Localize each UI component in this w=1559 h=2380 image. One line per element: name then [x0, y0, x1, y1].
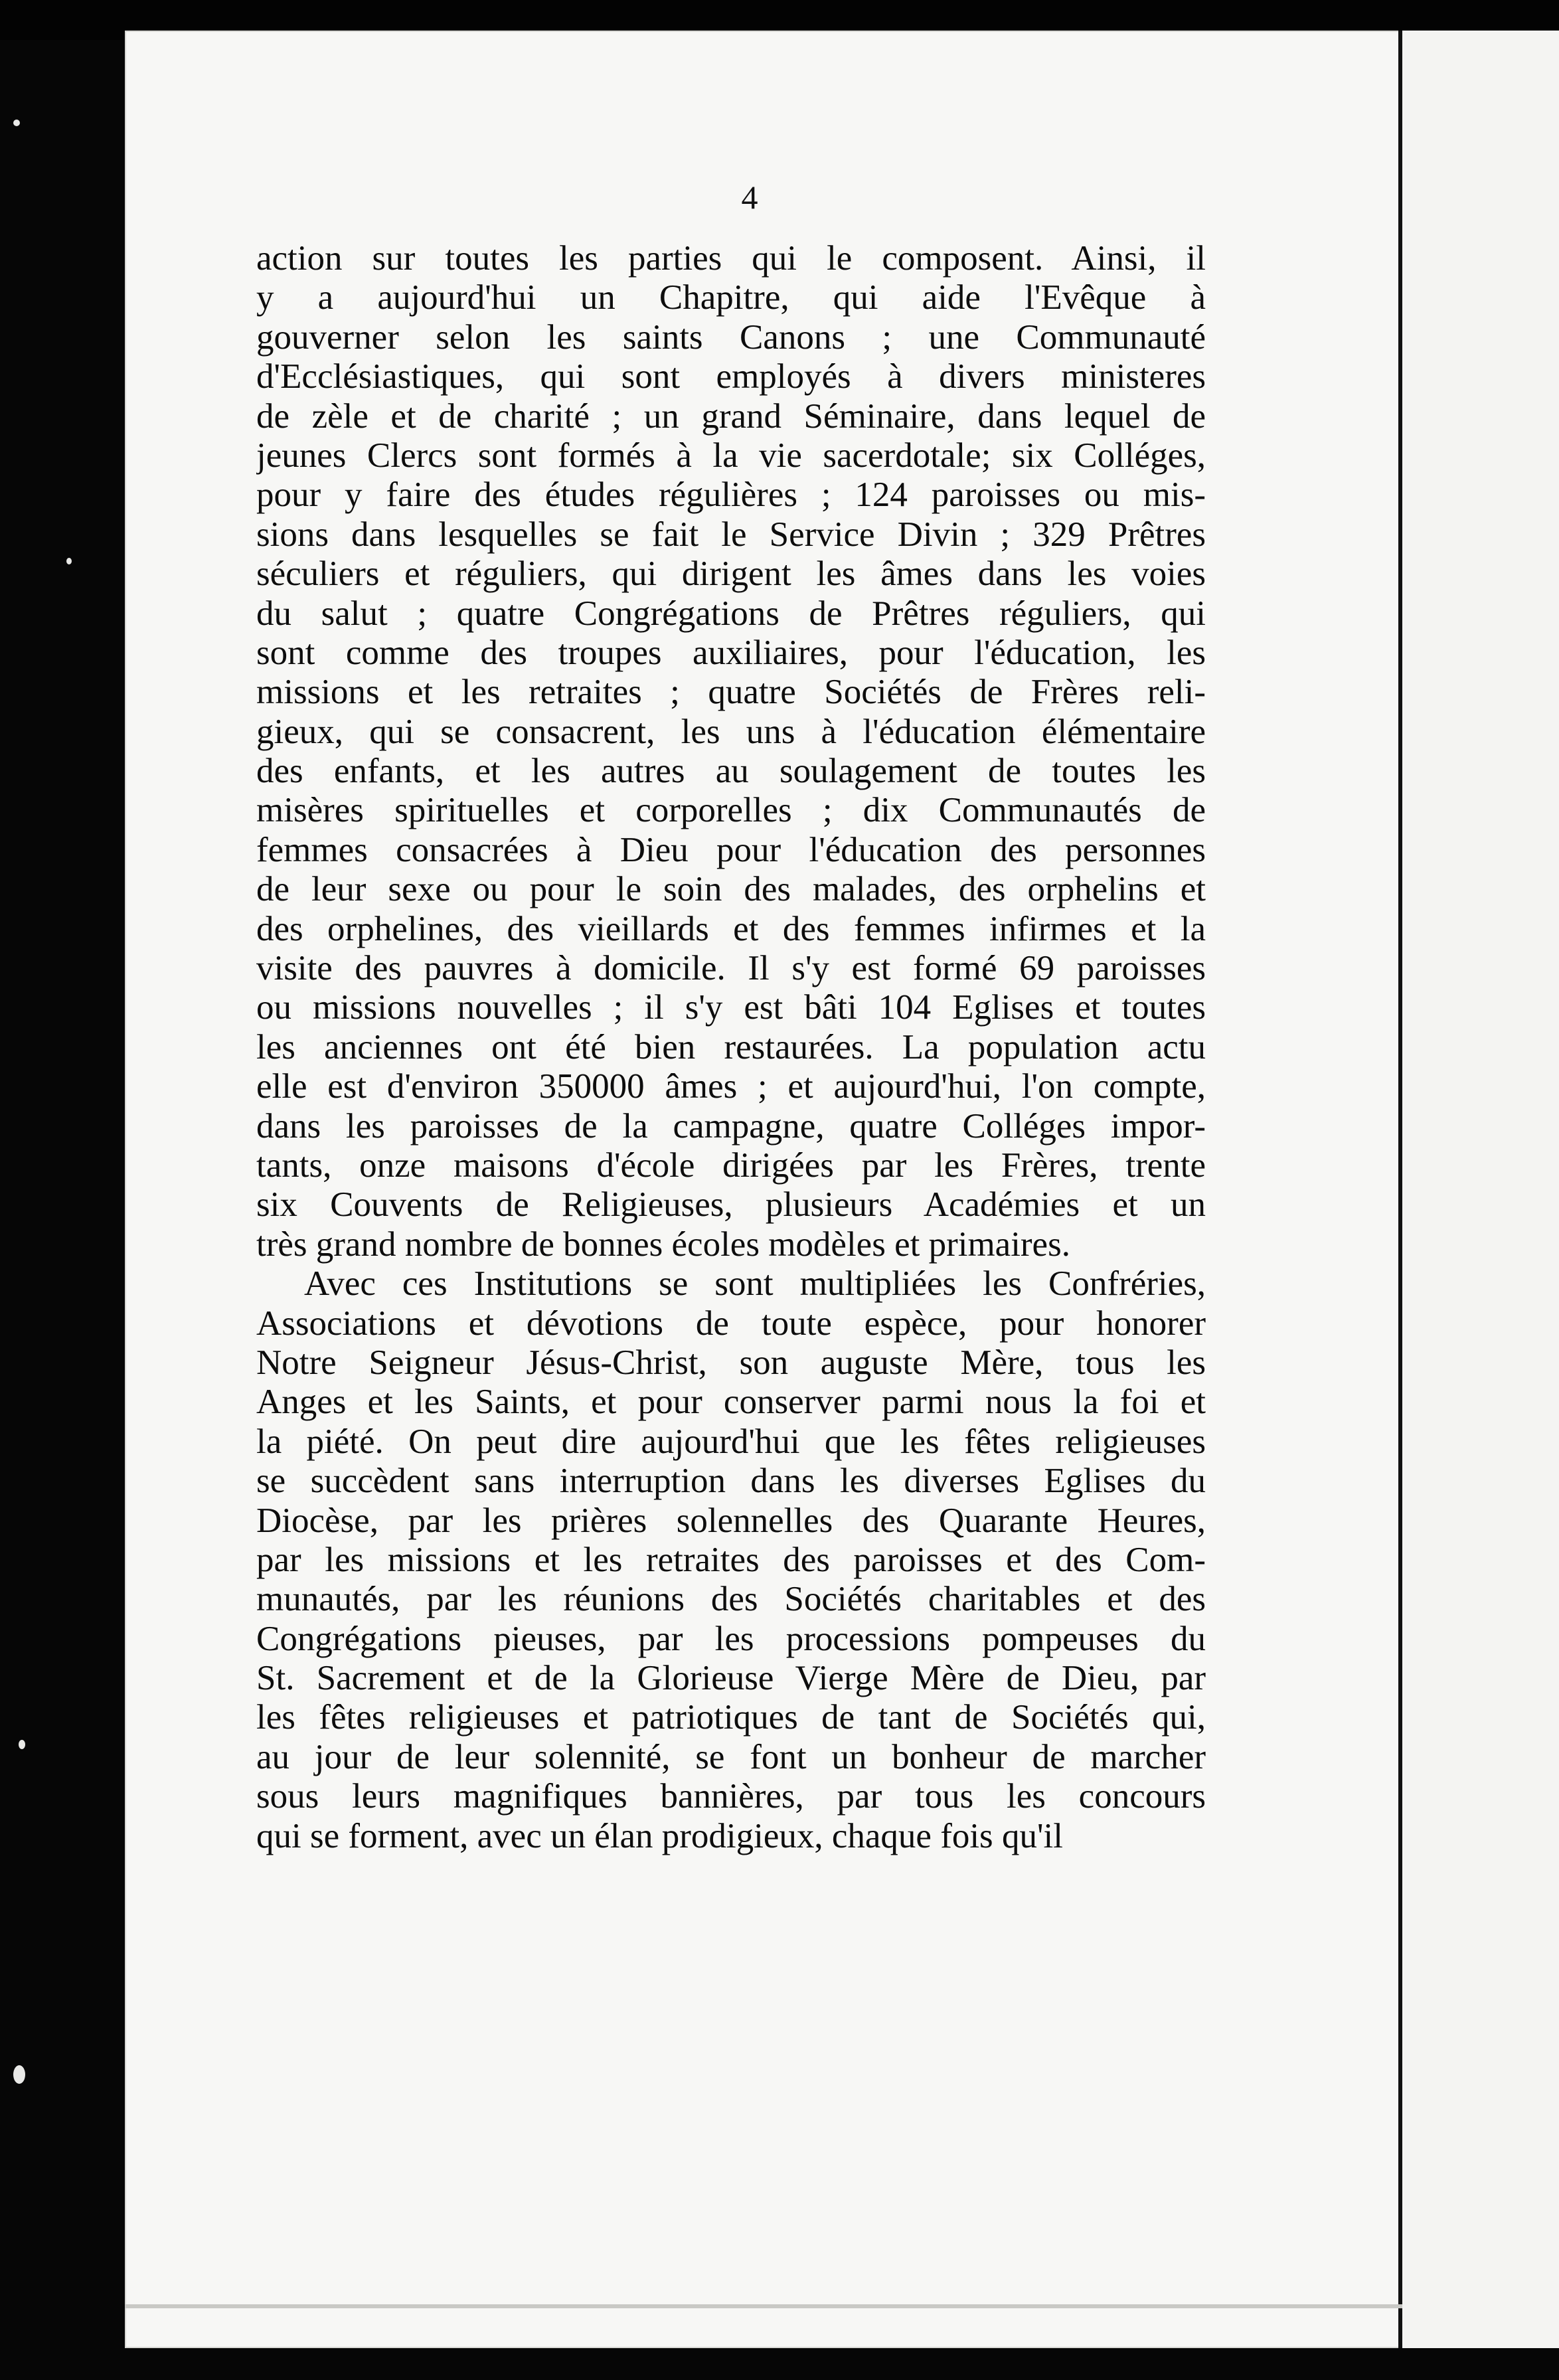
text-line: gieux, qui se consacrent, les uns à l'éducation élémentaire	[256, 712, 1206, 751]
text-line: femmes consacrées à Dieu pour l'éducation des personnes	[256, 830, 1206, 869]
text-line: qui se forment, avec un élan prodigieux, chaque fois qu'il	[256, 1816, 1063, 1855]
text-line: ou missions nouvelles ; il s'y est bâti 104 Eglises et toutes	[256, 988, 1206, 1027]
text-line: gouverner selon les saints Canons ; une Communauté	[256, 317, 1206, 357]
text-line: au jour de leur solennité, se font un bonheur de marcher	[256, 1737, 1206, 1776]
scan-speck	[13, 120, 20, 126]
text-line: sont comme des troupes auxiliaires, pour l'éducation, les	[256, 633, 1206, 672]
text-line: sous leurs magnifiques bannières, par tous les concours	[256, 1777, 1206, 1816]
text-line: Congrégations pieuses, par les processions pompeuses du	[256, 1619, 1206, 1658]
text-line: sions dans lesquelles se fait le Service Divin ; 329 Prêtres	[256, 515, 1206, 554]
text-line: de zèle et de charité ; un grand Séminaire, dans lequel de	[256, 396, 1206, 436]
text-line: visite des pauvres à domicile. Il s'y est formé 69 paroisses	[256, 949, 1206, 988]
text-line: se succèdent sans interruption dans les diverses Eglises du	[256, 1462, 1206, 1501]
text-line: des orphelines, des vieillards et des femmes infirmes et la	[256, 909, 1206, 948]
page-number: 4	[741, 179, 758, 216]
text-line: six Couvents de Religieuses, plusieurs Académies et un	[256, 1185, 1206, 1225]
scan-speck	[19, 1740, 25, 1749]
text-line: action sur toutes les parties qui le composent. Ainsi, il	[256, 239, 1206, 278]
text-line: misères spirituelles et corporelles ; dix Communautés de	[256, 791, 1206, 830]
text-line: les anciennes ont été bien restaurées. La population actu	[256, 1027, 1206, 1066]
text-line: elle est d'environ 350000 âmes ; et aujourd'hui, l'on compte,	[256, 1067, 1206, 1106]
adjacent-page-strip	[1402, 31, 1559, 2348]
text-line: tants, onze maisons d'école dirigées par les Frères, trente	[256, 1146, 1206, 1185]
text-line: du salut ; quatre Congrégations de Prêtres réguliers, qui	[256, 594, 1206, 633]
body-text	[256, 239, 1206, 1856]
text-line: y a aujourd'hui un Chapitre, qui aide l'Evêque à	[256, 278, 1206, 317]
page-bottom-edge	[125, 2304, 1402, 2308]
text-line: les fêtes religieuses et patriotiques de tant de Sociétés qui,	[256, 1698, 1206, 1737]
paragraph	[256, 239, 1206, 1264]
text-line: la piété. On peut dire aujourd'hui que les fêtes religieuses	[256, 1422, 1206, 1461]
scan-speck	[66, 558, 72, 564]
text-line: séculiers et réguliers, qui dirigent les âmes dans les voies	[256, 554, 1206, 594]
text-line: missions et les retraites ; quatre Sociétés de Frères reli-	[256, 673, 1206, 712]
text-line: munautés, par les réunions des Sociétés charitables et des	[256, 1580, 1206, 1619]
text-line: par les missions et les retraites des paroisses et des Com-	[256, 1540, 1206, 1579]
text-line: des enfants, et les autres au soulagement de toutes les	[256, 752, 1206, 791]
text-line: St. Sacrement et de la Glorieuse Vierge Mère de Dieu, par	[256, 1659, 1206, 1698]
text-line: pour y faire des études régulières ; 124 paroisses ou mis-	[256, 475, 1206, 515]
text-line: de leur sexe ou pour le soin des malades, des orphelins et	[256, 870, 1206, 909]
text-line: jeunes Clercs sont formés à la vie sacerdotale; six Colléges,	[256, 436, 1206, 475]
paragraph	[256, 1264, 1206, 1856]
text-line: Diocèse, par les prières solennelles des Quarante Heures,	[256, 1501, 1206, 1540]
text-line: Avec ces Institutions se sont multipliées les Confréries,	[304, 1264, 1206, 1304]
text-line: dans les paroisses de la campagne, quatre Colléges impor-	[256, 1106, 1206, 1146]
text-line: très grand nombre de bonnes écoles modèles et primaires.	[256, 1225, 1070, 1264]
text-line: Anges et les Saints, et pour conserver parmi nous la foi et	[256, 1383, 1206, 1422]
text-line: Associations et dévotions de toute espèce, pour honorer	[256, 1304, 1206, 1343]
text-line: d'Ecclésiastiques, qui sont employés à divers ministeres	[256, 357, 1206, 396]
scan-speck	[13, 2065, 25, 2084]
text-line: Notre Seigneur Jésus-Christ, son auguste Mère, tous les	[256, 1343, 1206, 1382]
